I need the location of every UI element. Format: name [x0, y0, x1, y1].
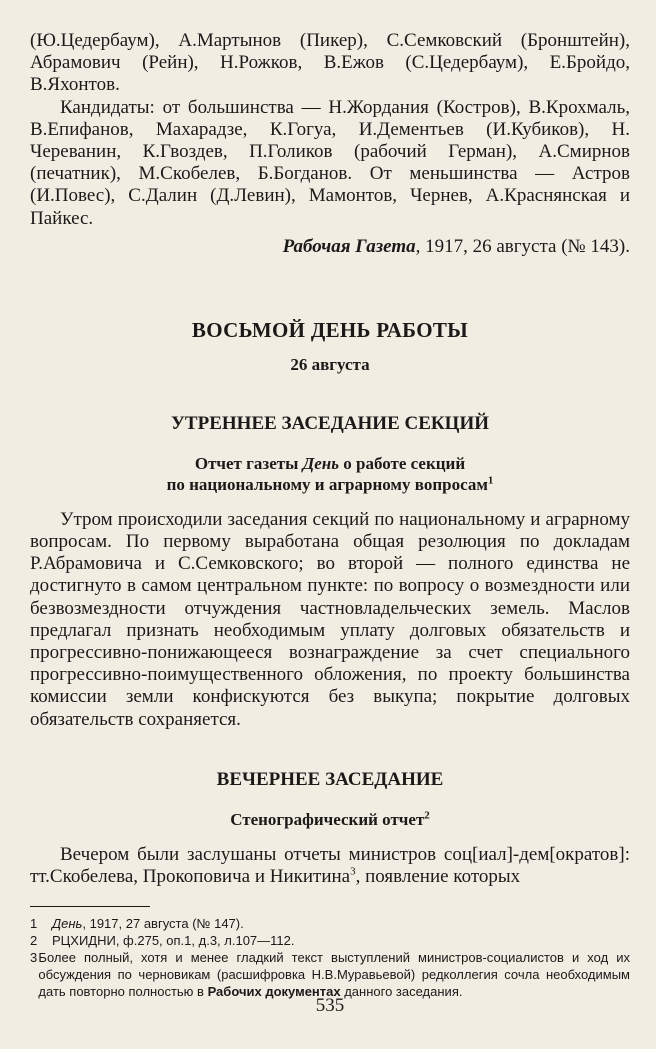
transcript-heading — [30, 809, 630, 830]
source-details: , 1917, 26 августа (№ 143). — [415, 235, 630, 257]
evening-text-before: Вечером были заслушаны отчеты министров соц[иал]-дем[ократов]: тт.Скобелева, Прокоповича и Никитина — [30, 843, 630, 888]
page-number: 535 — [315, 995, 345, 1016]
footnote-2-number: 2 — [30, 933, 38, 949]
day-date: 26 августа — [290, 354, 370, 374]
day-heading: ВОСЬМОЙ ДЕНЬ РАБОТЫ — [191, 317, 469, 342]
footnote-3-bold: Рабочих документах — [207, 984, 341, 1000]
evening-session-heading: ВЕЧЕРНЕЕ ЗАСЕДАНИЕ — [216, 768, 444, 790]
morning-session-text: Утром происходили заседания секций по национальному и аграрному вопросам. По первому выработана общая резолюция по докладам Р.Абрамовича и С.Семковского; во второй — полного единства не достигнуто в самом центральном пункте: по вопросу о возмездности или безвозмездности отчуждения частновладельческих земель. Маслов предлагал признать необходимым уплату долговых обязательств и прогрессивно-понижающееся вознаграждение за счет специального прогрессивно-поимущественного обложения, по проекту большинства комиссии земли конфискуются без выкупа; покрытие долговых обязательств сохраняется. — [30, 508, 630, 730]
footnote-ref-2: 2 — [424, 809, 430, 822]
member-list-continuation: (Ю.Цедербаум), А.Мартынов (Пикер), С.Семковский (Бронштейн), Абрамович (Рейн), Н.Рожков, В.Ежов (С.Цедербаум), Е.Бройдо, В.Яхонтов. — [30, 30, 630, 96]
report-heading-before: Отчет газеты — [194, 453, 303, 473]
candidates-paragraph: Кандидаты: от большинства — Н.Жордания (Костров), В.Крохмаль, В.Епифанов, Махарадзе, К.Гогуа, И.Дементьев (И.Кубиков), Н. Череванин, К.Гвоздев, П.Голиков (рабочий Герман), А.Смирнов (печатник), М.Скобелев, Б.Богданов. От меньшинства — Астров (И.Повес), С.Далин (Д.Левин), Мамонтов, Чернев, А.Краснянская и Пайкес. — [30, 96, 630, 229]
footnote-2 — [30, 932, 630, 949]
footnote-ref-1: 1 — [487, 474, 494, 487]
footnote-divider — [30, 906, 150, 907]
footnote-3-text-before: Более полный, хотя и менее гладкий текст выступлений министров-социалистов и ход их обсуждения по черновикам (расшифровка Н.В.Муравьевой) редколлегия сочла необходимым дать повторно полностью в — [38, 950, 630, 1000]
document-page — [30, 30, 630, 1030]
report-heading-paper: День — [302, 453, 339, 473]
report-heading-after: о работе секций — [339, 453, 466, 473]
report-heading-line2: по национальному и аграрному вопросам — [166, 474, 488, 494]
footnote-1 — [30, 915, 630, 932]
footnote-3-text-after: данного заседания. — [340, 984, 463, 1000]
footnote-1-number: 1 — [30, 916, 38, 932]
source-newspaper-title: Рабочая Газета — [282, 235, 416, 257]
morning-session-heading: УТРЕННЕЕ ЗАСЕДАНИЕ СЕКЦИЙ — [170, 412, 490, 434]
evening-session-text — [30, 844, 630, 888]
transcript-heading-text: Стенографический отчет — [230, 809, 425, 829]
footnote-1-text: , 1917, 27 августа (№ 147). — [82, 916, 244, 932]
footnote-ref-3: 3 — [350, 865, 356, 878]
footnote-1-title: День — [52, 916, 83, 932]
evening-text-after: , появление которых — [355, 866, 521, 888]
footnote-3 — [30, 949, 630, 1000]
report-heading — [30, 453, 630, 495]
footnote-3-number: 3 — [30, 950, 38, 966]
footnote-2-text: РЦХИДНИ, ф.275, оп.1, д.3, л.107—112. — [52, 933, 295, 949]
source-citation — [30, 236, 630, 258]
